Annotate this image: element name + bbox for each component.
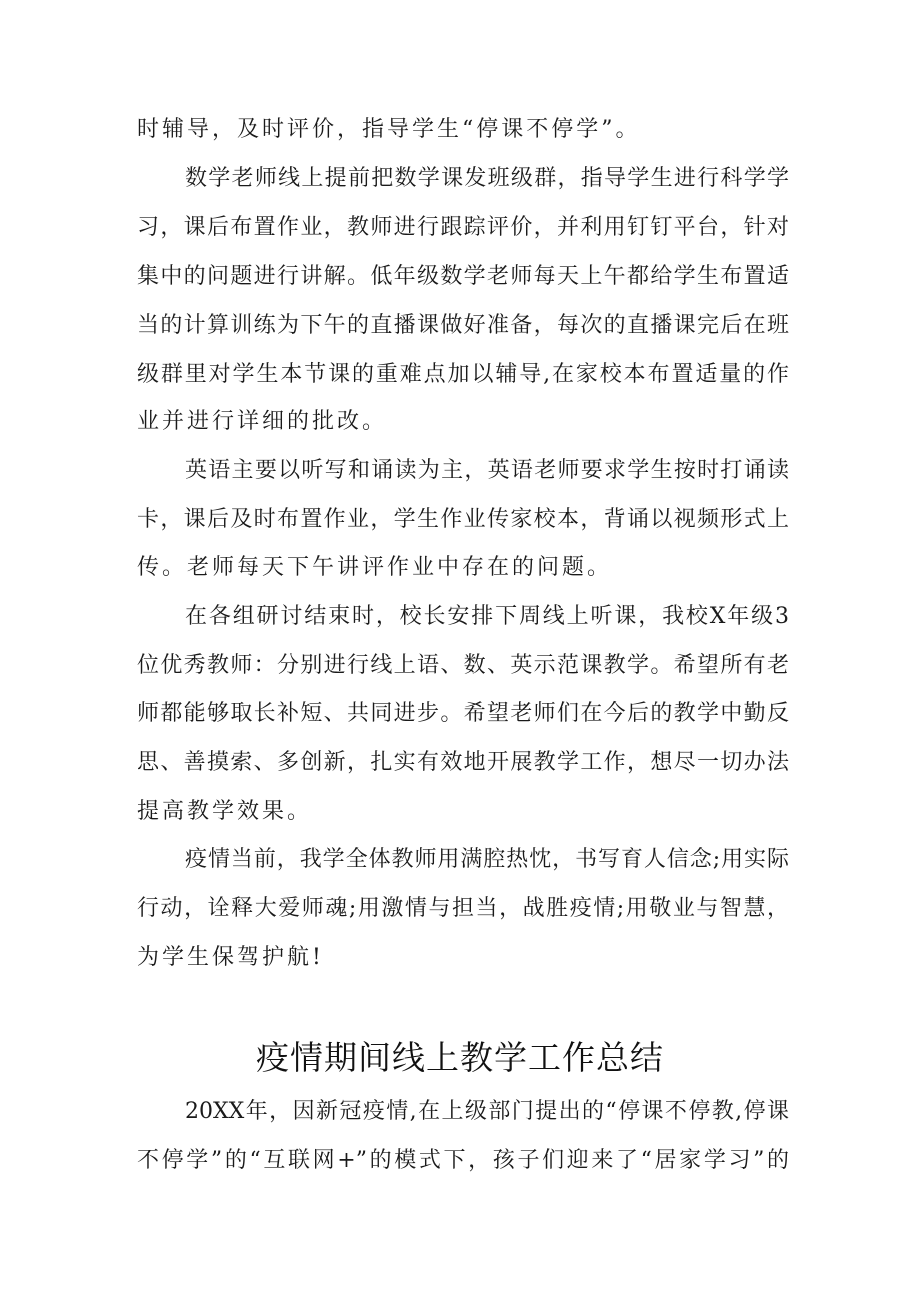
paragraph-line: 习，课后布置作业，教师进行跟踪评价，并利用钉钉平台，针对 bbox=[137, 215, 789, 240]
section-title: 疫情期间线上教学工作总结 bbox=[256, 1038, 664, 1077]
paragraph-line: 英语主要以听写和诵读为主，英语老师要求学生按时打诵读 bbox=[185, 458, 789, 483]
paragraph-line: 思、善摸索、多创新，扎实有效地开展教学工作，想尽一切办法 bbox=[137, 750, 789, 775]
paragraph-line: 集中的问题进行讲解。低年级数学老师每天上午都给学生布置适 bbox=[137, 264, 789, 289]
paragraph-line: 疫情当前，我学全体教师用满腔热忱，书写育人信念;用实际 bbox=[185, 847, 789, 872]
paragraph-line: 在各组研讨结束时，校长安排下周线上听课，我校X年级3 bbox=[185, 604, 789, 629]
paragraph-line: 位优秀教师：分别进行线上语、数、英示范课教学。希望所有老 bbox=[137, 653, 789, 678]
paragraph-line: 级群里对学生本节课的重难点加以辅导,在家校本布置适量的作 bbox=[137, 362, 789, 387]
paragraph-line: 业并进行详细的批改。 bbox=[137, 409, 388, 434]
paragraph-line: 行动，诠释大爱师魂;用激情与担当，战胜疫情;用敬业与智慧， bbox=[137, 896, 789, 921]
paragraph-line: 数学老师线上提前把数学课发班级群，指导学生进行科学学 bbox=[185, 166, 789, 191]
paragraph-line: 20XX年，因新冠疫情,在上级部门提出的“停课不停教,停课 bbox=[185, 1099, 789, 1124]
paragraph-line: 不停学”的“互联网+”的模式下，孩子们迎来了“居家学习”的 bbox=[137, 1148, 789, 1173]
paragraph-line: 提高教学效果。 bbox=[137, 799, 313, 824]
paragraph-line: 时辅导，及时评价，指导学生“停课不停学”。 bbox=[137, 117, 641, 142]
paragraph-line: 当的计算训练为下午的直播课做好准备，每次的直播课完后在班 bbox=[137, 313, 789, 338]
paragraph-line: 卡，课后及时布置作业，学生作业传家校本，背诵以视频形式上 bbox=[137, 507, 789, 532]
paragraph-line: 为学生保驾护航! bbox=[137, 945, 324, 970]
paragraph-line: 传。老师每天下午讲评作业中存在的问题。 bbox=[137, 555, 613, 580]
paragraph-line: 师都能够取长补短、共同进步。希望老师们在今后的教学中勤反 bbox=[137, 701, 789, 726]
